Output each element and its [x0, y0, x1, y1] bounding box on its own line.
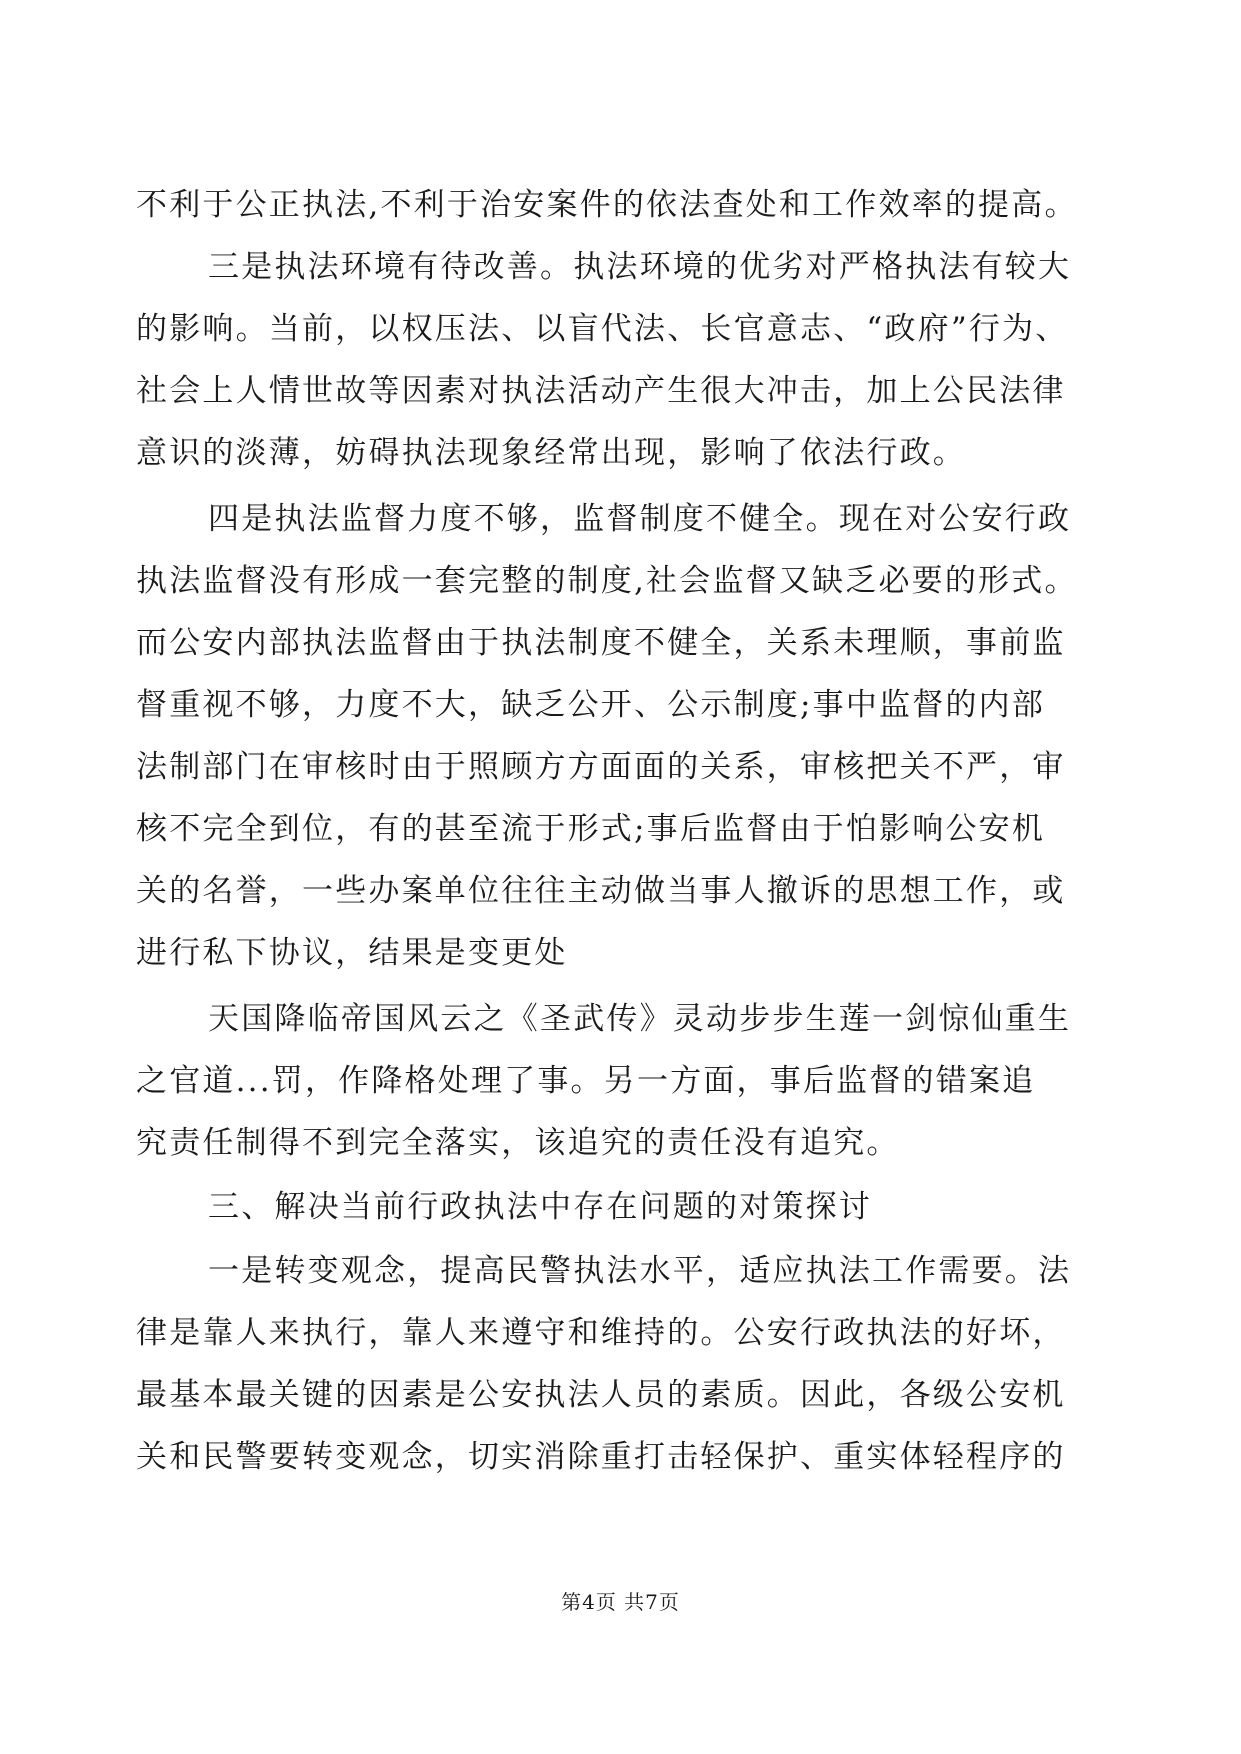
- text-line: 督重视不够，力度不大，缺乏公开、公示制度;事中监督的内部: [136, 687, 1046, 723]
- paragraph-first-line: 一是转变观念，提高民警执法水平，适应执法工作需要。法: [208, 1253, 1072, 1289]
- paragraph-first-line: 三是执法环境有待改善。执法环境的优劣对严格执法有较大: [208, 249, 1072, 285]
- text-line: 核不完全到位，有的甚至流于形式;事后监督由于怕影响公安机: [136, 811, 1046, 847]
- section-heading: 三、解决当前行政执法中存在问题的对策探讨: [208, 1189, 872, 1225]
- text-line: 进行私下协议，结果是变更处: [136, 935, 568, 971]
- text-line: 社会上人情世故等因素对执法活动产生很大冲击，加上公民法律: [136, 373, 1066, 409]
- text-line: 而公安内部执法监督由于执法制度不健全，关系未理顺，事前监: [136, 625, 1066, 661]
- text-line: 关和民警要转变观念，切实消除重打击轻保护、重实体轻程序的: [136, 1439, 1066, 1475]
- text-line: 执法监督没有形成一套完整的制度,社会监督又缺乏必要的形式。: [136, 563, 1078, 599]
- page-number-footer: 第4页 共7页: [561, 1590, 680, 1614]
- text-line: 关的名誉，一些办案单位往往主动做当事人撤诉的思想工作，或: [136, 873, 1066, 909]
- text-line: 的影响。当前，以权压法、以盲代法、长官意志、“政府”行为、: [136, 311, 1069, 347]
- text-line: 最基本最关键的因素是公安执法人员的素质。因此，各级公安机: [136, 1377, 1066, 1413]
- text-line: 意识的淡薄，妨碍执法现象经常出现，影响了依法行政。: [136, 435, 966, 471]
- text-line: 究责任制得不到完全落实，该追究的责任没有追究。: [136, 1125, 900, 1161]
- paragraph-first-line: 四是执法监督力度不够，监督制度不健全。现在对公安行政: [208, 501, 1072, 537]
- text-line: 不利于公正执法,不利于治安案件的依法查处和工作效率的提高。: [136, 187, 1078, 223]
- paragraph-first-line: 天国降临帝国风云之《圣武传》灵动步步生莲一剑惊仙重生: [208, 1001, 1072, 1037]
- text-line: 律是靠人来执行，靠人来遵守和维持的。公安行政执法的好坏，: [136, 1315, 1066, 1351]
- text-line: 之官道...罚，作降格处理了事。另一方面，事后监督的错案追: [136, 1063, 1036, 1099]
- text-line: 法制部门在审核时由于照顾方方面面的关系，审核把关不严，审: [136, 749, 1066, 785]
